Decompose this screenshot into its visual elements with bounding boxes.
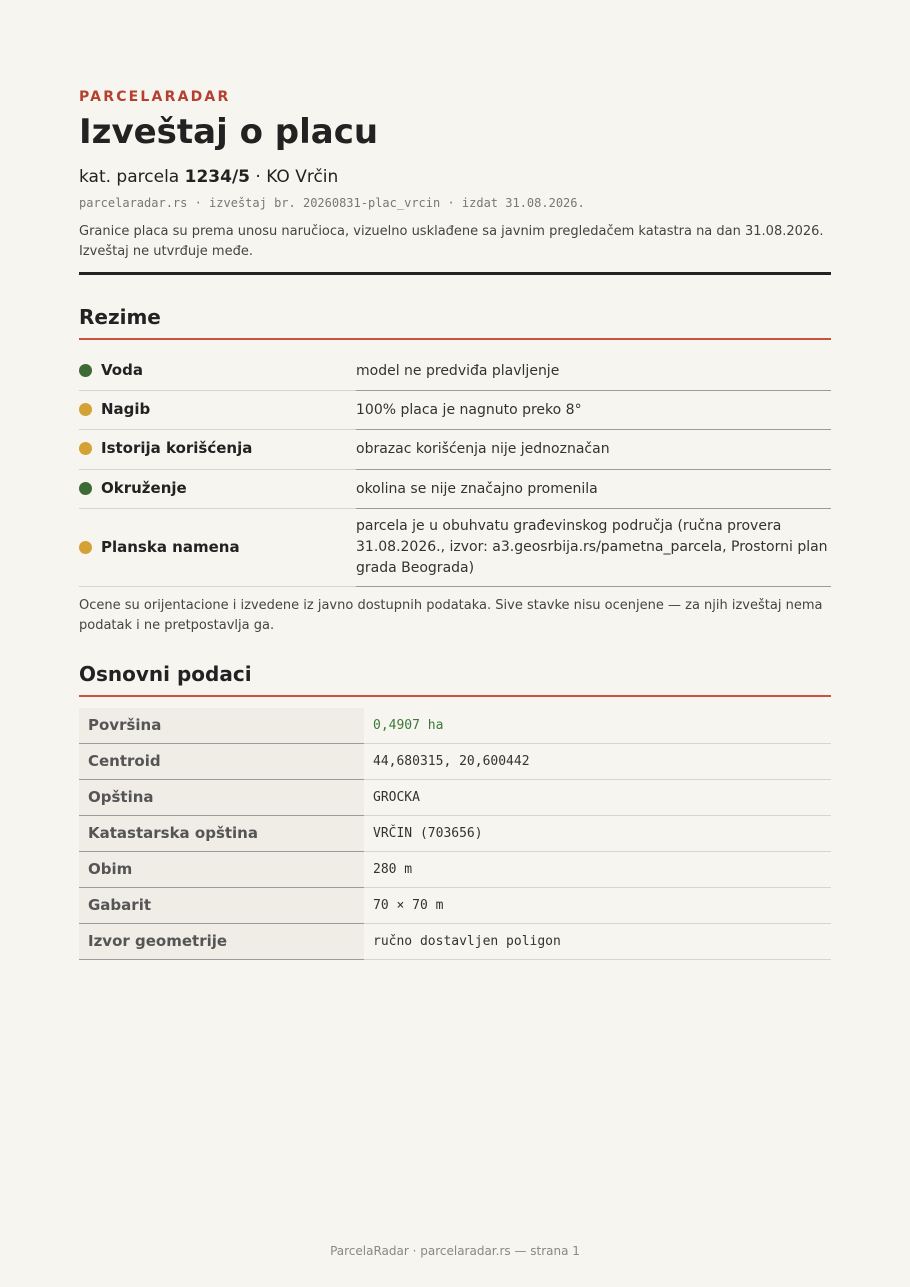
header-divider <box>79 272 831 275</box>
basics-table <box>79 708 831 960</box>
summary-value: 100% placa je nagnuto preko 8° <box>356 402 582 418</box>
row-label: Izvor geometrije <box>79 924 364 959</box>
table-row <box>79 780 831 816</box>
status-dot <box>79 442 92 455</box>
table-row <box>79 924 831 960</box>
brand-name: PARCELARADAR <box>79 89 231 105</box>
summary-label: Istorija korišćenja <box>101 439 253 457</box>
subtitle-suffix: · KO Vrčin <box>249 167 339 187</box>
report-meta: parcelaradar.rs · izveštaj br. 20260831-plac_vrcin · izdat 31.08.2026. <box>79 196 585 210</box>
row-label: Opština <box>79 780 364 815</box>
row-value: 0,4907 ha <box>373 718 444 733</box>
summary-label: Okruženje <box>101 479 187 497</box>
row-value: 280 m <box>373 862 413 877</box>
summary-row-nagib <box>79 391 831 430</box>
status-dot <box>79 541 92 554</box>
status-dot <box>79 364 92 377</box>
row-label: Gabarit <box>79 888 364 923</box>
table-row <box>79 744 831 780</box>
report-title: Izveštaj o placu <box>79 112 379 152</box>
summary-value: okolina se nije značajno promenila <box>356 481 598 497</box>
row-label: Centroid <box>79 744 364 779</box>
summary-row-planska-namena <box>79 509 831 587</box>
parcel-number: 1234/5 <box>184 167 250 187</box>
report-disclaimer: Granice placa su prema unosu naručioca, vizuelno usklađene sa javnim pregledačem katastra na dan 31.08.2026. Izveštaj ne utvrđuje međe. <box>79 224 824 259</box>
basics-section-title: Osnovni podaci <box>79 662 252 686</box>
status-dot <box>79 482 92 495</box>
summary-value: obrazac korišćenja nije jednoznačan <box>356 441 610 457</box>
summary-value: model ne predviđa plavljenje <box>356 363 560 379</box>
summary-label: Nagib <box>101 400 151 418</box>
table-row <box>79 852 831 888</box>
summary-note: Ocene su orijentacione i izvedene iz javno dostupnih podataka. Sive stavke nisu ocenjene — za njih izveštaj nema podatak i ne pretpostavlja ga. <box>79 598 823 633</box>
table-row <box>79 816 831 852</box>
summary-list <box>79 352 831 587</box>
row-value: 70 × 70 m <box>373 898 444 913</box>
summary-label: Planska namena <box>101 538 240 556</box>
row-value: ručno dostavljen poligon <box>373 934 561 949</box>
summary-value: parcela je u obuhvatu građevinskog područja (ručna provera 31.08.2026., izvor: a3.geosrbija.rs/pametna_parcela, Prostorni plan grada Beograda) <box>356 518 828 576</box>
table-row <box>79 888 831 924</box>
summary-row-okruzenje <box>79 470 831 509</box>
status-dot <box>79 403 92 416</box>
basics-divider <box>79 695 831 697</box>
subtitle-prefix: kat. parcela <box>79 167 180 187</box>
row-label: Obim <box>79 852 364 887</box>
summary-label: Voda <box>101 361 143 379</box>
table-row <box>79 708 831 744</box>
summary-row-istorija <box>79 430 831 470</box>
report-subtitle <box>79 167 338 187</box>
row-label: Katastarska opština <box>79 816 364 851</box>
row-value: 44,680315, 20,600442 <box>373 754 530 769</box>
summary-row-voda <box>79 352 831 391</box>
row-value: VRČIN (703656) <box>373 826 483 841</box>
row-value: GROCKA <box>373 790 420 805</box>
summary-divider <box>79 338 831 340</box>
page-footer: ParcelaRadar · parcelaradar.rs — strana 1 <box>330 1244 580 1258</box>
row-label: Površina <box>79 708 364 743</box>
summary-section-title: Rezime <box>79 305 161 329</box>
